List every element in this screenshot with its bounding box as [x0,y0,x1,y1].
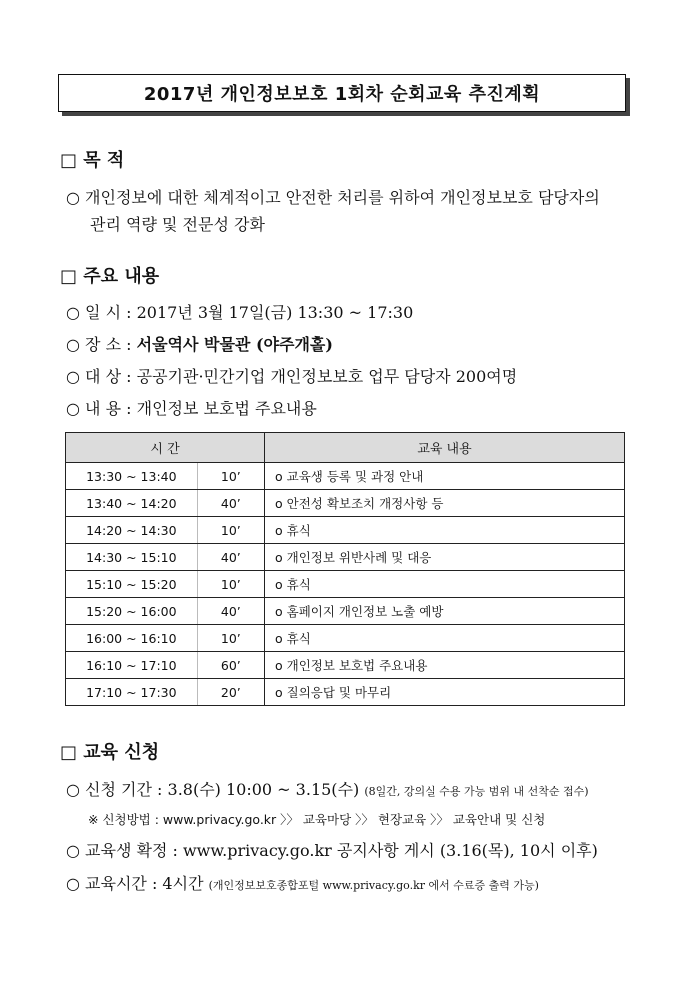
row-duration: 60’ [197,652,264,679]
row-time: 15:10 ~ 15:20 [66,571,198,598]
period-line [66,777,589,800]
purpose-line-1: ○ 개인정보에 대한 체계적이고 안전한 처리를 위하여 개인정보보호 담당자의 [66,188,600,207]
row-time: 17:10 ~ 17:30 [66,679,198,706]
row-content: o 개인정보 보호법 주요내용 [265,652,625,679]
table-row [66,544,625,571]
row-duration: 10’ [197,463,264,490]
row-time: 14:20 ~ 14:30 [66,517,198,544]
date-value: 2017년 3월 17일(금) 13:30 ~ 17:30 [136,303,414,322]
row-duration: 10’ [197,571,264,598]
page-title: 2017년 개인정보보호 1회차 순회교육 추진계획 [58,74,626,112]
table-row [66,517,625,544]
row-duration: 20’ [197,679,264,706]
table-row [66,625,625,652]
target-line [66,364,517,387]
table-row [66,463,625,490]
date-line [66,300,413,323]
schedule-header-row [66,433,625,463]
row-duration: 10’ [197,517,264,544]
schedule-table [65,432,625,706]
row-duration: 40’ [197,598,264,625]
row-content: o 휴식 [265,517,625,544]
table-row [66,598,625,625]
topic-line [66,396,317,419]
row-content: o 휴식 [265,571,625,598]
target-label: ○ 대 상 : [66,367,132,386]
hours-note: (개인정보보호종합포털 www.privacy.go.kr 에서 수료증 출력 가능) [208,879,539,892]
hours-line [66,871,539,894]
row-duration: 40’ [197,544,264,571]
period-note: (8일간, 강의실 수용 가능 범위 내 선착순 접수) [364,785,589,798]
title-frame [58,74,628,114]
row-content: o 교육생 등록 및 과정 안내 [265,463,625,490]
row-time: 13:30 ~ 13:40 [66,463,198,490]
confirm-line: ○ 교육생 확정 : www.privacy.go.kr 공지사항 게시 (3.16(목), 10시 이후) [66,841,598,860]
row-content: o 휴식 [265,625,625,652]
place-label: ○ 장 소 : [66,335,132,354]
hours-main: ○ 교육시간 : 4시간 [66,874,204,893]
place-value: 서울역사 박물관 (야주개홀) [136,335,333,354]
table-row [66,490,625,517]
section-heading-content: □ 주요 내용 [60,266,160,287]
date-label: ○ 일 시 : [66,303,132,322]
topic-label: ○ 내 용 : [66,399,132,418]
section-heading-apply: □ 교육 신청 [60,742,160,763]
purpose-line-2: 관리 역량 및 전문성 강화 [90,215,265,234]
row-time: 15:20 ~ 16:00 [66,598,198,625]
row-time: 16:10 ~ 17:10 [66,652,198,679]
topic-value: 개인정보 보호법 주요내용 [136,399,317,418]
method-line: ※ 신청방법 : www.privacy.go.kr 〉〉 교육마당 〉〉 현장교육 〉〉 교육안내 및 신청 [88,812,546,827]
row-content: o 안전성 확보조치 개정사항 등 [265,490,625,517]
row-content: o 홈페이지 개인정보 노출 예방 [265,598,625,625]
table-row [66,571,625,598]
table-row [66,679,625,706]
row-duration: 40’ [197,490,264,517]
section-heading-purpose: □ 목 적 [60,150,125,171]
header-content: 교육 내용 [265,433,625,463]
row-time: 13:40 ~ 14:20 [66,490,198,517]
target-value: 공공기관·민간기업 개인정보보호 업무 담당자 200여명 [136,367,518,386]
row-content: o 질의응답 및 마무리 [265,679,625,706]
header-time: 시 간 [66,433,265,463]
place-line [66,332,333,355]
row-content: o 개인정보 위반사례 및 대응 [265,544,625,571]
row-duration: 10’ [197,625,264,652]
table-row [66,652,625,679]
period-main: ○ 신청 기간 : 3.8(수) 10:00 ~ 3.15(수) [66,780,360,799]
row-time: 16:00 ~ 16:10 [66,625,198,652]
row-time: 14:30 ~ 15:10 [66,544,198,571]
